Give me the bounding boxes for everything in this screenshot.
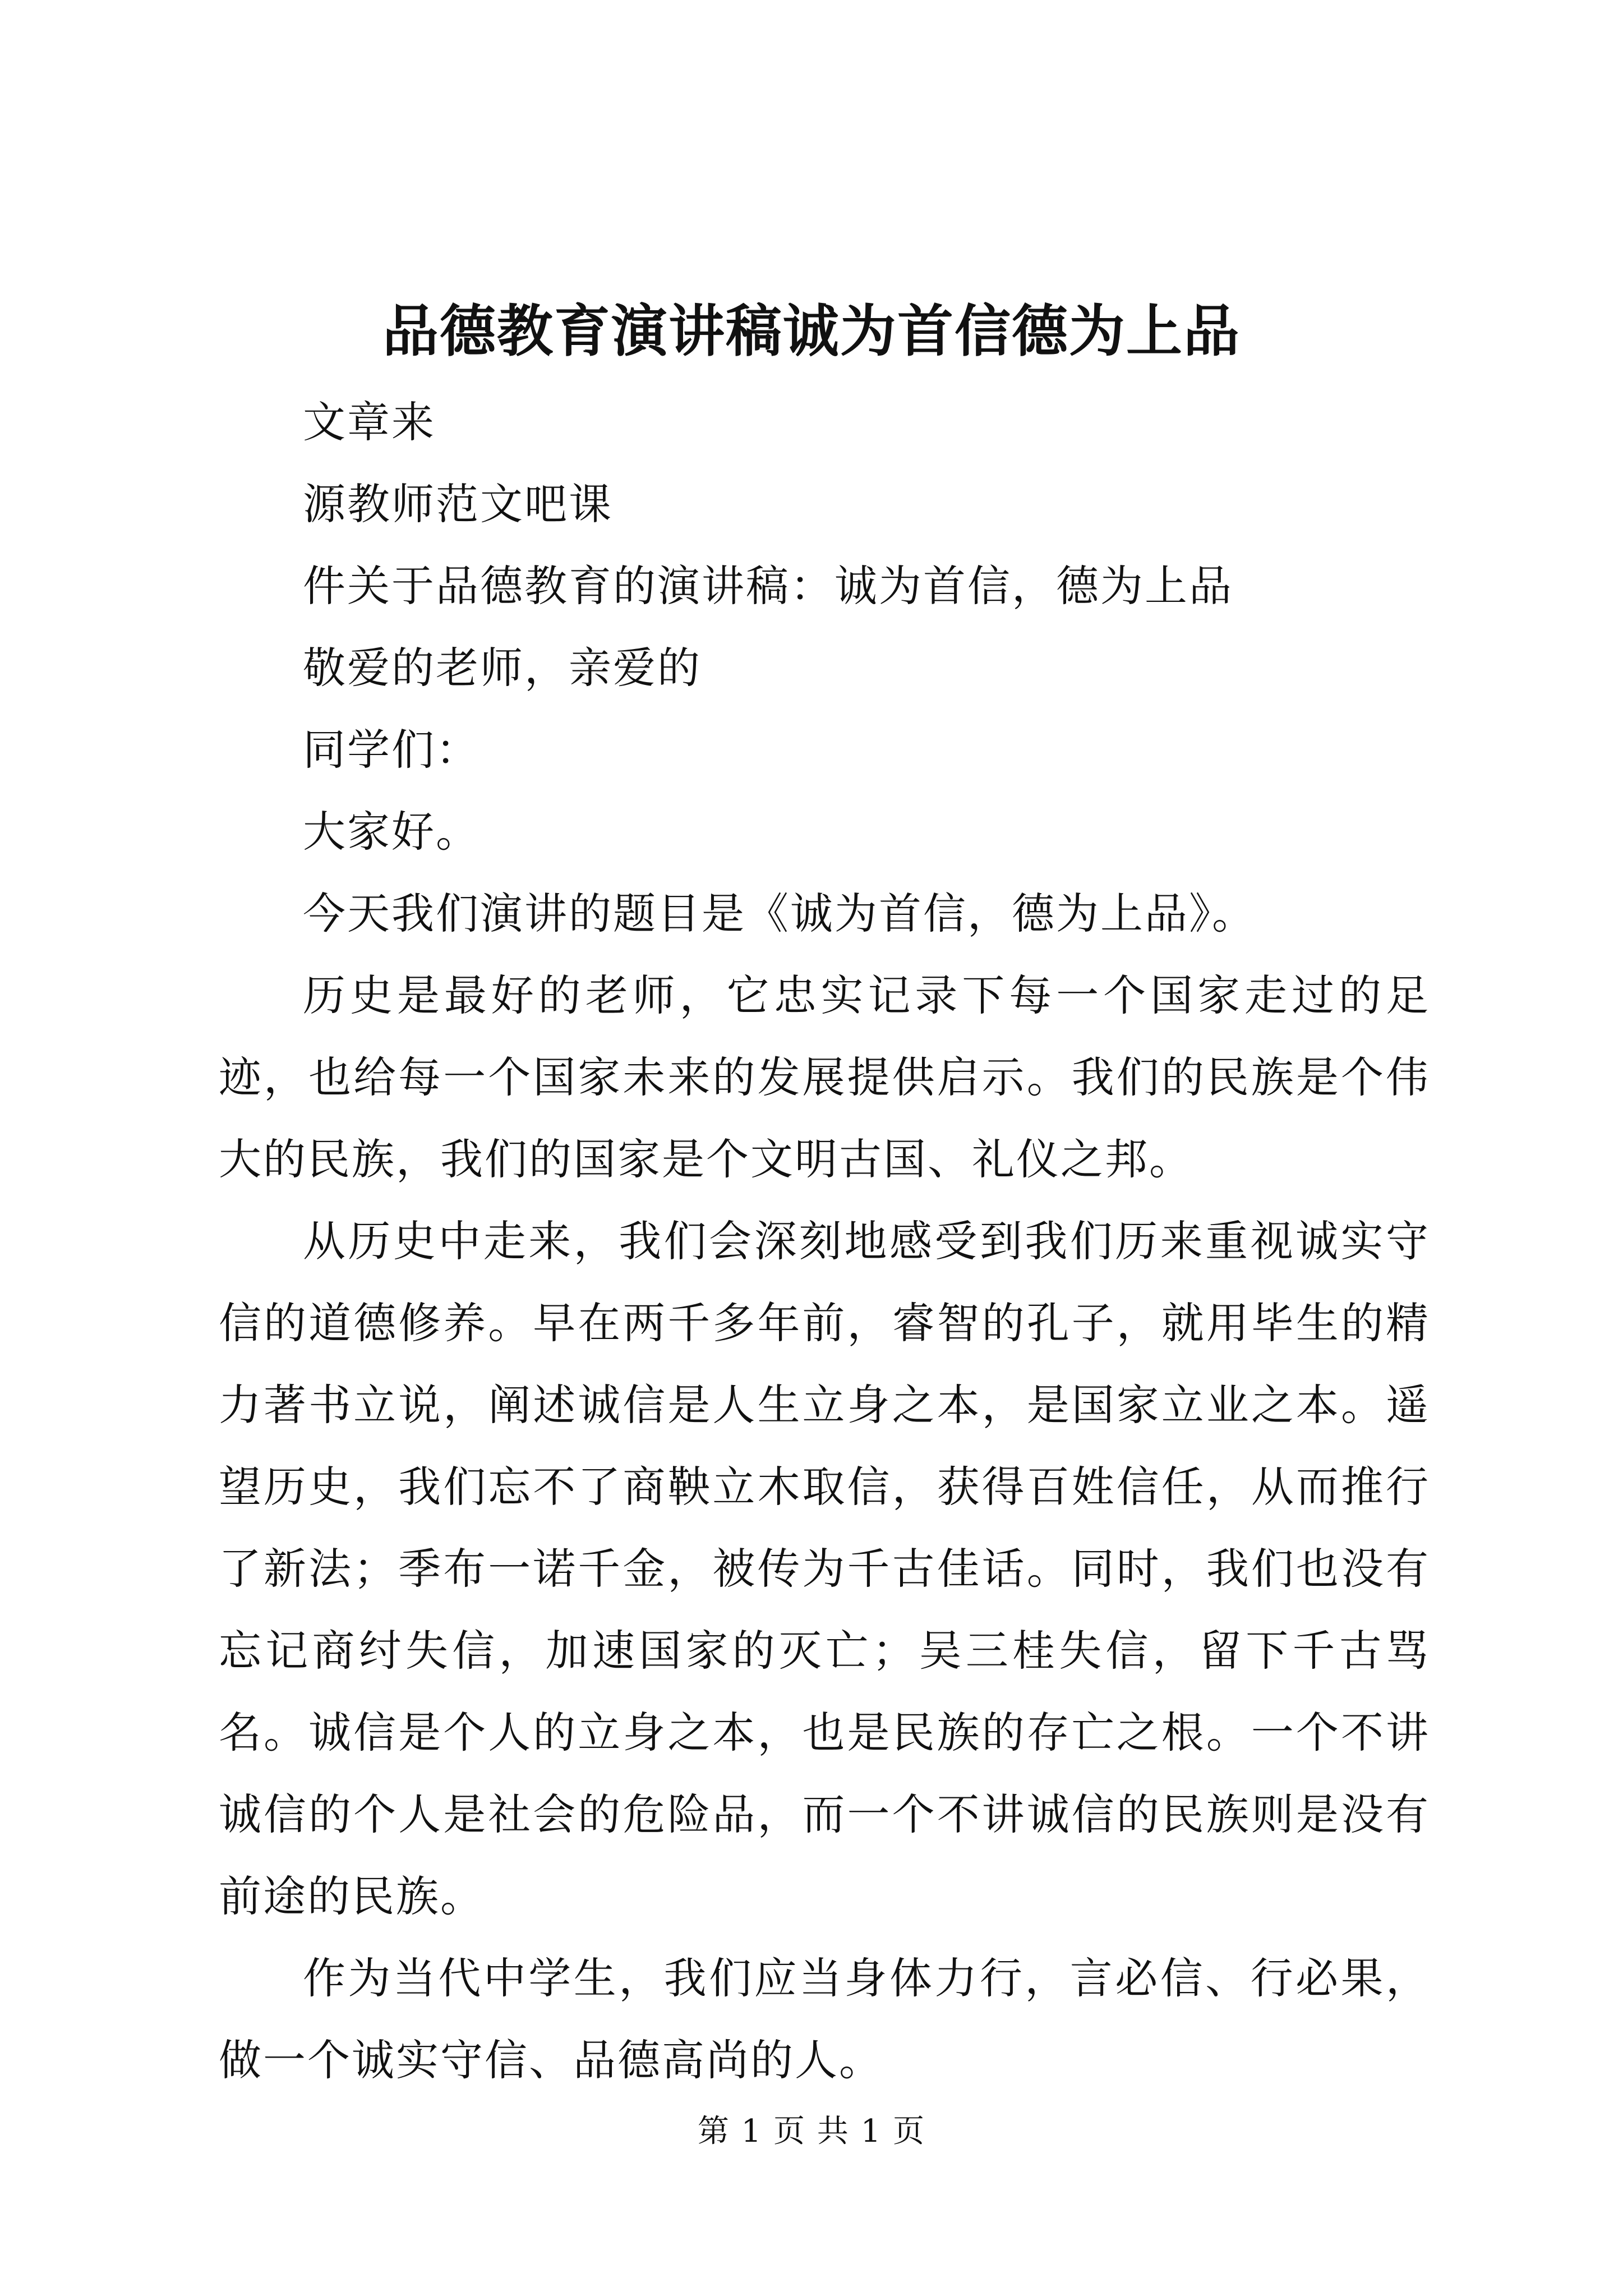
- paragraph: 从历史中走来，我们会深刻地感受到我们历来重视诚实守信的道德修养。早在两千多年前，睿智的孔子，就用毕生的精力著书立说，阐述诚信是人生立身之本，是国家立业之本。遥望历史，我们忘不了商鞅立木取信，获得百姓信任，从而推行了新法；季布一诺千金，被传为千古佳话。同时，我们也没有忘记商纣失信，加速国家的灭亡；吴三桂失信，留下千古骂名。诚信是个人的立身之本，也是民族的存亡之根。一个不讲诚信的个人是社会的危险品，而一个不讲诚信的民族则是没有前途的民族。: [219, 1216, 1430, 1921]
- text-line: 今天我们演讲的题目是《诚为首信，德为上品》。: [303, 889, 1256, 938]
- text-line: 大家好。: [303, 807, 480, 857]
- text-line: 文章来: [303, 397, 436, 447]
- text-line: 同学们：: [303, 725, 480, 775]
- page-number-footer: 第 1 页 共 1 页: [697, 2113, 926, 2150]
- document-body: [219, 381, 1430, 2101]
- text-line: 敬爱的老师，亲爱的: [303, 643, 702, 693]
- text-line: 件关于品德教育的演讲稿：诚为首信，德为上品: [303, 561, 1233, 611]
- paragraph: 历史是最好的老师，它忠实记录下每一个国家走过的足迹，也给每一个国家未来的发展提供启示。我们的民族是个伟大的民族，我们的国家是个文明古国、礼仪之邦。: [219, 970, 1430, 1184]
- paragraph: 作为当代中学生，我们应当身体力行，言必信、行必果，做一个诚实守信、品德高尚的人。: [219, 1953, 1430, 2085]
- document-title: 品德教育演讲稿诚为首信德为上品: [382, 298, 1241, 364]
- text-line: 源教师范文吧课: [303, 479, 613, 529]
